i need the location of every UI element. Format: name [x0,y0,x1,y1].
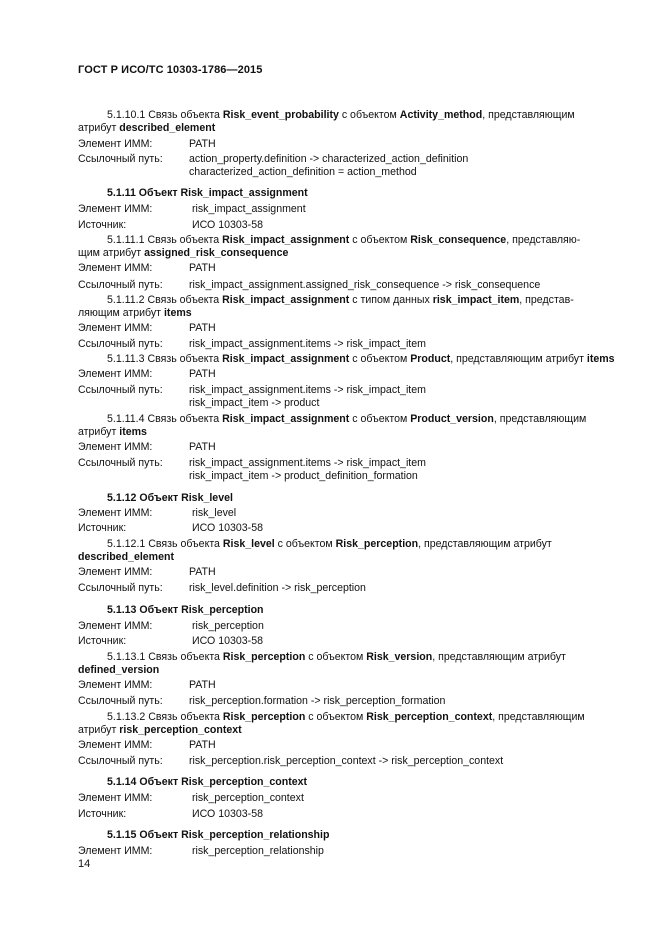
text-line [189,695,445,708]
text-line [192,635,263,648]
text-line [189,138,216,151]
text-line [189,338,426,351]
text-line [192,845,324,858]
text-line [192,522,263,535]
text-line [78,695,163,708]
text-segment: атрибут [78,122,120,134]
text-segment: с объектом [349,413,411,425]
text-line [192,792,304,805]
text-line [78,368,152,381]
text-segment: risk_level.definition -> risk_perception [189,582,366,594]
text-line [78,582,163,595]
text-line [189,441,216,454]
text-line [192,808,263,821]
text-line [78,153,163,166]
text-segment: Ссылочный путь: [78,457,163,469]
text-line [78,203,152,216]
text-line [78,122,215,135]
text-segment: , представляющим атрибут [450,353,587,365]
bold-text: 5.1.11 Объект Risk_impact_assignment [107,187,308,199]
bold-text: Risk_impact_assignment [222,294,350,306]
text-segment: , представляющим атрибут [418,538,552,550]
text-segment: 5.1.13.1 Связь объекта [107,651,223,663]
text-segment: Элемент ИММ: [78,138,153,150]
bold-text: Product [410,353,451,365]
text-segment: action_property.definition -> characterized_action_definition [189,153,469,165]
text-segment: с объектом [349,353,411,365]
bold-text: assigned_risk_consequence [144,247,289,259]
bold-text: Risk_event_probability [222,109,339,121]
text-line [78,792,152,805]
text-segment: Элемент ИММ: [78,441,153,453]
text-line [78,755,163,768]
text-line [78,507,152,520]
text-segment: Элемент ИММ: [78,792,153,804]
text-line [107,829,329,842]
text-segment: ИСО 10303-58 [192,635,263,647]
text-line [189,679,216,692]
bold-text: Risk_level [222,538,275,550]
text-segment: Источник: [78,808,127,820]
text-line [189,755,503,768]
page-header: ГОСТ Р ИСО/ТС 10303-1786—2015 [78,64,263,76]
text-line [192,620,264,633]
text-segment: risk_impact_assignment.items -> risk_impact_item [189,384,426,396]
text-line [78,338,163,351]
text-segment: PATH [189,368,216,380]
text-line [107,413,586,426]
bold-text: risk_perception_context [119,724,242,736]
text-line [189,322,216,335]
text-segment: risk_impact_item -> product_definition_formation [189,470,418,482]
text-segment: , представляющим атрибут [432,651,566,663]
text-segment: атрибут [78,426,120,438]
text-segment: PATH [189,739,216,751]
text-line [189,457,426,470]
text-line [189,279,540,292]
text-segment: Элемент ИММ: [78,203,153,215]
text-segment: characterized_action_definition = action_method [189,166,417,178]
text-segment: атрибут [78,724,120,736]
bold-text: Risk_perception_context [366,711,493,723]
text-segment: 5.1.10.1 Связь объекта [107,109,223,121]
bold-text: Risk_impact_assignment [222,413,350,425]
text-segment: PATH [189,441,216,453]
text-segment: Источник: [78,219,127,231]
bold-text: risk_impact_item [432,294,520,306]
text-segment: risk_perception_context [192,792,304,804]
text-segment: Ссылочный путь: [78,582,163,594]
text-segment: PATH [189,566,216,578]
text-segment: 5.1.11.4 Связь объекта [107,413,223,425]
text-segment: с объектом [305,711,367,723]
text-segment: risk_perception.risk_perception_context -> risk_perception_context [189,755,504,767]
text-line [189,384,426,397]
text-segment: с объектом [338,109,400,121]
text-line [107,234,580,247]
bold-text: items [586,353,615,365]
text-segment: Элемент ИММ: [78,368,153,380]
text-segment: с объектом [305,651,367,663]
bold-text: Risk_impact_assignment [222,353,350,365]
text-segment: Источник: [78,635,127,647]
text-line [189,470,418,483]
text-segment: 5.1.11.2 Связь объекта [107,294,223,306]
text-segment: risk_level [192,507,237,519]
bold-text: Risk_impact_assignment [222,234,350,246]
text-segment: Ссылочный путь: [78,695,163,707]
text-segment: Ссылочный путь: [78,279,163,291]
bold-text: items [163,307,192,319]
text-segment: PATH [189,679,216,691]
text-segment: , представляющим [482,109,575,121]
text-line [107,492,233,505]
text-segment: risk_impact_assignment.items -> risk_impact_item [189,457,426,469]
text-segment: risk_impact_assignment.assigned_risk_consequence -> risk_consequence [189,279,541,291]
text-line [192,203,306,216]
text-line [78,635,126,648]
text-line [107,604,264,617]
text-segment: Ссылочный путь: [78,755,163,767]
text-line [107,776,307,789]
text-line [78,739,152,752]
bold-text: described_element [78,551,174,563]
text-line [78,457,163,470]
text-line [107,187,308,200]
text-segment: risk_perception [192,620,264,632]
text-segment: Ссылочный путь: [78,338,163,350]
bold-text: Risk_perception [335,538,419,550]
text-line [78,262,152,275]
text-line [189,582,366,595]
text-line [78,307,192,320]
text-segment: Ссылочный путь: [78,384,163,396]
text-line [189,166,417,179]
text-line [78,724,242,737]
text-line [192,219,263,232]
text-segment: ИСО 10303-58 [192,219,263,231]
text-line [189,566,216,579]
text-segment: Элемент ИММ: [78,507,153,519]
bold-text: Product_version [410,413,494,425]
text-line [192,507,236,520]
text-line [78,566,152,579]
text-line [78,808,126,821]
bold-text: Risk_consequence [410,234,507,246]
bold-text: 5.1.15 Объект Risk_perception_relationship [107,829,330,841]
text-line [78,219,126,232]
text-segment: Элемент ИММ: [78,566,153,578]
bold-text: Risk_version [366,651,433,663]
text-line [189,153,468,166]
text-segment: Элемент ИММ: [78,262,153,274]
text-segment: с объектом [349,234,411,246]
text-line [78,426,147,439]
text-segment: 5.1.11.1 Связь объекта [107,234,223,246]
text-line [189,368,216,381]
text-line [107,711,585,724]
text-line [78,322,152,335]
text-line [107,651,566,664]
bold-text: items [119,426,147,438]
text-segment: PATH [189,138,216,150]
text-segment: 5.1.13.2 Связь объекта [107,711,223,723]
bold-text: Risk_perception [222,651,306,663]
bold-text: Activity_method [399,109,483,121]
text-segment: risk_impact_assignment [192,203,306,215]
text-segment: risk_perception.formation -> risk_perception_formation [189,695,446,707]
bold-text: defined_version [78,664,160,676]
text-segment: ляющим атрибут [78,307,164,319]
text-line [107,353,615,366]
bold-text: 5.1.14 Объект Risk_perception_context [107,776,308,788]
text-line [78,664,159,677]
text-segment: , представляющим [492,711,585,723]
text-segment: , представ- [519,294,574,306]
text-segment: PATH [189,262,216,274]
text-segment: ИСО 10303-58 [192,808,263,820]
text-line [78,384,163,397]
text-segment: с объектом [274,538,336,550]
text-segment: , представляю- [506,234,581,246]
bold-text: described_element [119,122,216,134]
text-line [78,441,152,454]
text-segment: risk_perception_relationship [192,845,324,857]
text-segment: щим атрибут [78,247,145,259]
text-line [189,262,216,275]
text-line [78,845,152,858]
text-segment: Источник: [78,522,127,534]
text-segment: risk_impact_item -> product [189,397,320,409]
text-line [107,538,552,551]
text-line [78,279,163,292]
text-line [78,679,152,692]
text-segment: с типом данных [349,294,433,306]
text-line [78,522,126,535]
text-segment: Элемент ИММ: [78,620,153,632]
text-segment: , представляющим [493,413,587,425]
page-number: 14 [78,858,91,870]
text-segment: 5.1.12.1 Связь объекта [107,538,223,550]
text-line [189,397,319,410]
text-segment: PATH [189,322,216,334]
text-line [189,739,216,752]
text-line [78,551,174,564]
text-segment: Ссылочный путь: [78,153,163,165]
text-line [78,620,152,633]
text-line [78,247,288,260]
text-segment: risk_impact_assignment.items -> risk_impact_item [189,338,426,350]
text-segment: 5.1.11.3 Связь объекта [107,353,223,365]
bold-text: 5.1.13 Объект Risk_perception [107,604,264,616]
text-segment: Элемент ИММ: [78,322,153,334]
text-segment: Элемент ИММ: [78,845,153,857]
bold-text: 5.1.12 Объект Risk_level [107,492,233,504]
text-segment: ИСО 10303-58 [192,522,263,534]
text-line [107,294,574,307]
text-segment: Элемент ИММ: [78,679,153,691]
bold-text: Risk_perception [222,711,306,723]
text-line [78,138,152,151]
text-segment: Элемент ИММ: [78,739,153,751]
text-line [107,109,575,122]
